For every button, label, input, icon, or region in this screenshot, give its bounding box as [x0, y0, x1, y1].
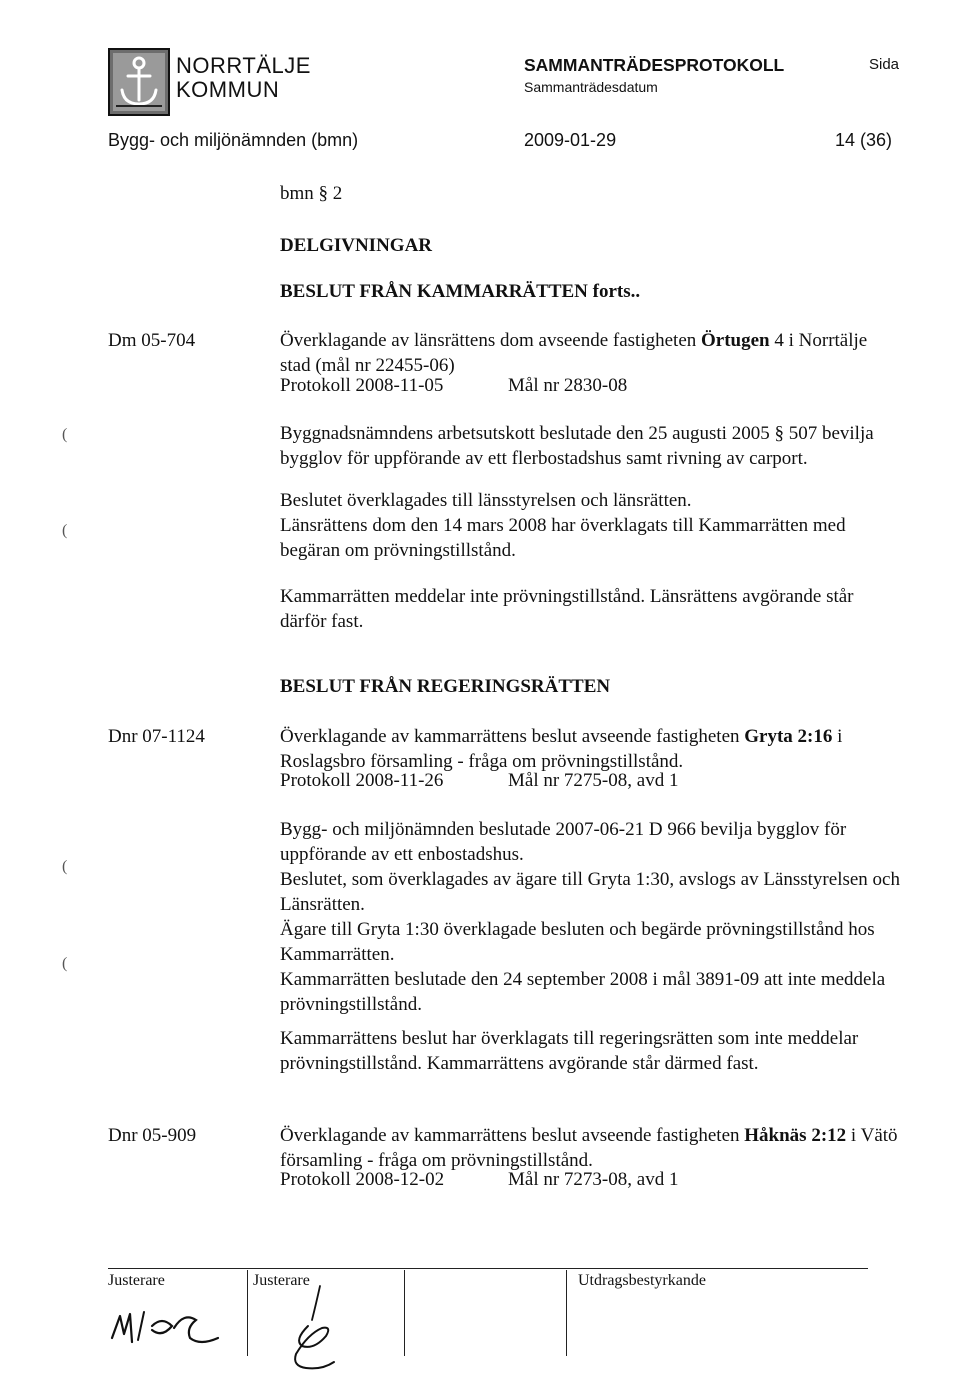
section-subtitle: BESLUT FRÅN KAMMARRÄTTEN forts.. [280, 281, 641, 302]
case-reference: Dnr 07-1124 [108, 726, 205, 747]
margin-mark: ( [62, 858, 68, 875]
document-title: SAMMANTRÄDESPROTOKOLL [524, 55, 785, 75]
paragraph-line: uppförande av ett enbostadshus. [280, 844, 524, 865]
page-label: Sida [869, 56, 900, 73]
property-name: Örtugen [701, 330, 770, 351]
protocol-date: Protokoll 2008-11-26 [280, 770, 444, 791]
case-history [280, 817, 925, 1017]
paragraph-line: Beslutet överklagades till länsstyrelsen och länsrätten. [280, 490, 692, 511]
footer-column-divider [247, 1270, 248, 1356]
case-description-line: Roslagsbro församling - fråga om prövningstillstånd. [280, 751, 684, 772]
meeting-date: 2009-01-29 [524, 130, 617, 150]
paragraph-line: Bygg- och miljönämnden beslutade 2007-06-21 D 966 bevilja bygglov för [280, 819, 847, 840]
footer-divider [108, 1268, 868, 1269]
municipality-logo [108, 48, 170, 116]
appeal-paragraph [280, 488, 920, 563]
paragraph-line: Kammarrätten. [280, 944, 395, 965]
footer-column-divider [566, 1270, 567, 1356]
margin-mark: ( [62, 522, 68, 539]
adjuster-label: Justerare [108, 1272, 165, 1289]
text-segment: 4 i Norrtälje [769, 330, 868, 351]
paragraph-line: Länsrättens dom den 14 mars 2008 har överklagats till Kammarrätten med [280, 515, 846, 536]
section-title: BESLUT FRÅN REGERINGSRÄTTEN [280, 676, 611, 697]
page-number: 14 (36) [835, 130, 893, 150]
committee-name: Bygg- och miljönämnden (bmn) [108, 130, 359, 150]
case-description [280, 328, 920, 378]
case-description-line [280, 724, 920, 749]
court-case-number: Mål nr 7275-08, avd 1 [508, 770, 679, 791]
paragraph-line: Beslutet, som överklagades av ägare till Gryta 1:30, avslogs av Länsstyrelsen och [280, 869, 900, 890]
paragraph-line: Byggnadsnämndens arbetsutskott beslutade den 25 augusti 2005 § 507 bevilja [280, 423, 874, 444]
paragraph-line: prövningstillstånd. Kammarrättens avgörande står därmed fast. [280, 1053, 759, 1074]
paragraph-line: Kammarrätten meddelar inte prövningstillstånd. Länsrättens avgörande står [280, 586, 854, 607]
outcome-paragraph [280, 1026, 920, 1076]
paragraph-line: Länsrätten. [280, 894, 365, 915]
case-description-line: stad (mål nr 22455-06) [280, 355, 455, 376]
adjuster-label: Justerare [253, 1272, 310, 1289]
municipality-line-2: KOMMUN [176, 77, 280, 102]
extract-certification-label: Utdragsbestyrkande [578, 1272, 706, 1289]
case-description-line [280, 328, 920, 353]
anchor-emblem-icon [108, 48, 170, 116]
protocol-date: Protokoll 2008-12-02 [280, 1169, 445, 1190]
property-name: Håknäs 2:12 [744, 1125, 847, 1146]
case-reference: Dm 05-704 [108, 330, 196, 351]
case-description-line: församling - fråga om prövningstillstånd. [280, 1150, 593, 1171]
handwritten-initials-2 [262, 1282, 372, 1379]
text-segment: Överklagande av kammarrättens beslut avseende fastigheten [280, 1125, 745, 1146]
outcome-paragraph [280, 584, 920, 634]
handwritten-initials-1 [100, 1298, 240, 1363]
paragraph-line: därför fast. [280, 611, 364, 632]
municipality-name [176, 54, 311, 102]
section-title: DELGIVNINGAR [280, 235, 433, 256]
paragraph-line: Kammarrätten beslutade den 24 september 2008 i mål 3891-09 att inte meddela [280, 969, 886, 990]
margin-mark: ( [62, 426, 68, 443]
paragraph-line: Kammarrättens beslut har överklagats till regeringsrätten som inte meddelar [280, 1028, 859, 1049]
text-segment: Överklagande av kammarrättens beslut avseende fastigheten [280, 726, 745, 747]
case-description [280, 724, 920, 774]
case-description-line [280, 1123, 930, 1148]
margin-mark: ( [62, 955, 68, 972]
protocol-date: Protokoll 2008-11-05 [280, 375, 444, 396]
text-segment: Överklagande av länsrättens dom avseende fastigheten [280, 330, 702, 351]
municipality-line-1: NORRTÄLJE [176, 53, 311, 78]
text-segment: i [832, 726, 843, 747]
paragraph-line: bygglov för uppförande av ett flerbostadshus samt rivning av carport. [280, 448, 808, 469]
court-case-number: Mål nr 2830-08 [508, 375, 628, 396]
court-case-number: Mål nr 7273-08, avd 1 [508, 1169, 679, 1190]
case-reference: Dnr 05-909 [108, 1125, 197, 1146]
paragraph-reference: bmn § 2 [280, 183, 343, 204]
text-segment: i Vätö [846, 1125, 898, 1146]
decision-paragraph [280, 421, 920, 471]
paragraph-line: begäran om prövningstillstånd. [280, 540, 516, 561]
paragraph-line: Ägare till Gryta 1:30 överklagade besluten och begärde prövningstillstånd hos [280, 919, 875, 940]
case-description [280, 1123, 930, 1173]
property-name: Gryta 2:16 [744, 726, 833, 747]
footer-column-divider [404, 1270, 405, 1356]
meeting-date-label: Sammanträdesdatum [524, 79, 658, 95]
paragraph-line: prövningstillstånd. [280, 994, 422, 1015]
